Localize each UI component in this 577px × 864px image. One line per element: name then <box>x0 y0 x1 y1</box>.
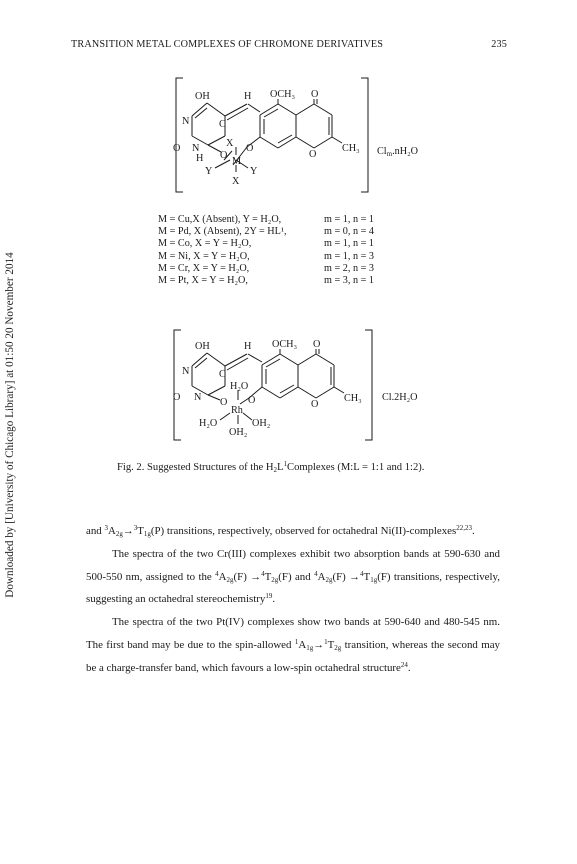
s1-o-left-label: O <box>173 143 181 154</box>
s2-ch3-label: CH₃ <box>344 393 362 404</box>
s2-c-label: C <box>219 369 226 380</box>
s2-oh-label: OH <box>195 341 210 352</box>
page-number: 235 <box>491 39 507 50</box>
legend-mn: m = 1, n = 1 <box>324 238 374 250</box>
s1-metal-label: M <box>232 156 242 167</box>
s1-x-top-label: X <box>226 138 234 149</box>
legend-metal: M = Co, X = Y = H₂O, <box>158 238 252 250</box>
s2-h2o-left-label: H₂O <box>199 418 218 429</box>
s1-n2-label: N <box>192 143 200 154</box>
s1-oh-label: OH <box>195 91 210 102</box>
caption-sup: 1 <box>283 460 288 468</box>
figure-caption <box>117 462 424 473</box>
s1-o-m-label: O <box>220 150 228 161</box>
s1-y-left-label: Y <box>205 166 213 177</box>
legend-metal: M = Cr, X = Y = H₂O, <box>158 262 250 274</box>
s1-o-ring-label: O <box>246 143 254 154</box>
s1-y-right-label: Y <box>250 166 258 177</box>
paragraph-2: The spectra of the two Cr(III) complexes exhibit two absorption bands at 590-630 and 500-550 nm, assigned to the $^4A_{2g}(F) \to^4T_{2g}(F)$ and $^4A_{2g}(F) \to^4T_{1g}(F)$ transitions, respectively, suggesting an octahedral stereochemistry$^{19}$. <box>86 547 501 606</box>
s2-rh-label: Rh <box>231 405 243 416</box>
s2-och3-label: OCH₃ <box>272 339 298 350</box>
caption-text: Fig. 2. Suggested Structures of the H <box>117 462 274 473</box>
s2-o-ring-label: O <box>248 395 256 406</box>
s1-o-pyran-label: O <box>309 149 317 160</box>
s2-o-pyran-label: O <box>311 399 319 410</box>
s2-h2o-top-label: H₂O <box>230 381 249 392</box>
legend-metal: M = Pd, X (Absent), 2Y = HL¹, <box>158 226 287 238</box>
s1-h-label: H <box>244 91 252 102</box>
s2-h-label: H <box>244 341 252 352</box>
caption-text: L <box>277 462 284 473</box>
s1-ch3-label: CH₃ <box>342 143 360 154</box>
citation: 19 <box>265 592 273 601</box>
legend-mn: m = 2, n = 3 <box>324 262 374 274</box>
s2-carbonyl-o-label: O <box>313 339 321 350</box>
s2-o-left-label: O <box>173 392 181 403</box>
s2-oh2-right-label: OH₂ <box>252 418 271 429</box>
body-text <box>86 520 500 680</box>
legend-mn: m = 1, n = 3 <box>324 250 374 262</box>
caption-text: Complexes (M:L = 1:1 and 1:2). <box>287 462 425 473</box>
legend-metal: M = Cu,X (Absent), Y = H₂O, <box>158 214 282 225</box>
legend-mn: m = 3, n = 1 <box>324 274 374 286</box>
citation: 24 <box>400 660 408 669</box>
paragraph-3: The spectra of the two Pt(IV) complexes show two bands at 590-640 and 480-545 nm. The first band may be due to the spin-allowed $^1A_{1g}\to^1T_{2g}$ transition, whereas the second may be a charge-transfer band, which favours a low-spin octahedral structure$^{24}$. <box>86 616 500 674</box>
s2-n2-label: N <box>194 392 202 403</box>
download-note: Downloaded by [University of Chicago Library] at 01:50 20 November 2014 <box>4 252 16 598</box>
s2-oh2-bottom-label: OH₂ <box>229 427 248 438</box>
legend-mn: m = 1, n = 1 <box>324 214 374 225</box>
s1-h-bottom-label: H <box>196 153 204 164</box>
s1-x-bottom-label: X <box>232 176 240 187</box>
legend-mn: m = 0, n = 4 <box>324 226 374 238</box>
legend-metal: M = Ni, X = Y = H₂O, <box>158 250 250 262</box>
s1-och3-label: OCH₃ <box>270 89 296 100</box>
s1-counter-ion: Clm.nH₂O <box>377 146 419 158</box>
s2-o-rh-label: O <box>220 397 228 408</box>
citation: 22,23 <box>456 524 472 532</box>
caption-sub: 2 <box>273 466 278 474</box>
running-title: TRANSITION METAL COMPLEXES OF CHROMONE DERIVATIVES <box>71 39 384 50</box>
s2-counter-ion: Cl.2H₂O <box>382 392 418 403</box>
s1-carbonyl-o-label: O <box>311 89 319 100</box>
s1-n-label: N <box>182 116 190 127</box>
s2-n-label: N <box>182 366 190 377</box>
paragraph-1: and $^3A_{2g}\to^3T_{1g}(P)$ transitions, respectively, observed for octahedral Ni(II)-complexes$^{22,23}$. <box>86 524 475 538</box>
s1-c-label: C <box>219 119 226 130</box>
legend-metal: M = Pt, X = Y = H₂O, <box>158 274 248 286</box>
